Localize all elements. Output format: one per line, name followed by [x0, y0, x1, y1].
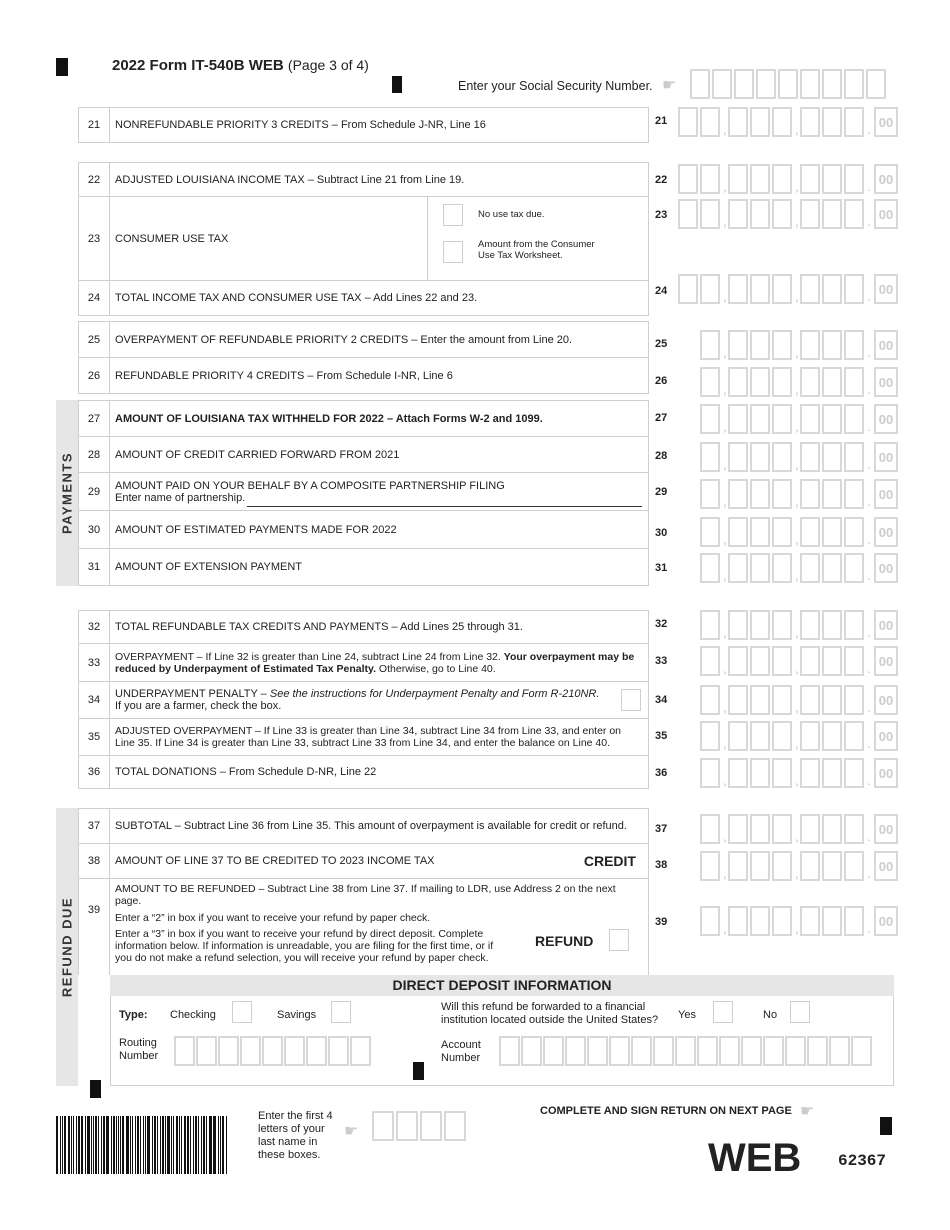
- foreign-yes-checkbox[interactable]: [713, 1001, 733, 1023]
- cents-box: 00: [874, 851, 898, 881]
- barcode-bar: [198, 1116, 199, 1174]
- line-26-amount-input[interactable]: , , . 00: [700, 367, 898, 397]
- registration-mark: [56, 58, 68, 76]
- line-text: TOTAL DONATIONS – From Schedule D-NR, Line 22: [115, 766, 377, 778]
- line-29-amount-input[interactable]: , , . 00: [700, 479, 898, 509]
- barcode-bar: [195, 1116, 197, 1174]
- barcode-bar: [171, 1116, 172, 1174]
- line-23-row: [78, 196, 649, 281]
- line-number: 23: [79, 197, 110, 280]
- no-use-tax-checkbox[interactable]: [443, 204, 463, 226]
- partnership-name-input[interactable]: [247, 506, 642, 507]
- barcode-bar: [116, 1116, 117, 1174]
- barcode-bar: [106, 1116, 109, 1174]
- line-number-right: 22: [655, 174, 668, 186]
- cents-box: 00: [874, 685, 898, 715]
- line-number-right: 30: [655, 527, 668, 539]
- web-label: WEB: [708, 1136, 802, 1180]
- cents-box: 00: [874, 721, 898, 751]
- line-number-right: 37: [655, 823, 668, 835]
- line-21-amount-input[interactable]: , , . 00: [678, 107, 898, 137]
- line-number: 34: [79, 682, 110, 718]
- barcode-bar: [209, 1116, 212, 1174]
- line-text: ADJUSTED LOUISIANA INCOME TAX – Subtract Line 21 from Line 19.: [115, 173, 465, 186]
- line-number-right: 27: [655, 412, 668, 424]
- line-number: 33: [79, 644, 110, 681]
- barcode-bar: [111, 1116, 112, 1174]
- cents-box: 00: [874, 479, 898, 509]
- line-32-amount-input[interactable]: , , . 00: [700, 610, 898, 640]
- barcode-bar: [122, 1116, 124, 1174]
- line-text: TOTAL INCOME TAX AND CONSUMER USE TAX – Add Lines 22 and 23.: [115, 292, 478, 304]
- line-number-right: 36: [655, 767, 668, 779]
- ssn-label: Enter your Social Security Number.: [458, 79, 653, 93]
- line-number-right: 28: [655, 450, 668, 462]
- barcode-bar: [145, 1116, 146, 1174]
- line-34-row: [78, 681, 649, 719]
- account-number-label: Account Number: [441, 1039, 481, 1064]
- barcode-bar: [184, 1116, 186, 1174]
- line-39-row: [78, 878, 649, 975]
- line-23-amount-input[interactable]: , , . 00: [678, 199, 898, 229]
- barcode-bar: [176, 1116, 178, 1174]
- cents-box: 00: [874, 164, 898, 194]
- line-number: 27: [79, 401, 110, 436]
- line-number: 32: [79, 611, 110, 643]
- barcode-bar: [103, 1116, 105, 1174]
- barcode-bar: [152, 1116, 153, 1174]
- checking-checkbox[interactable]: [232, 1001, 252, 1023]
- registration-mark: [90, 1080, 101, 1098]
- barcode-bar: [203, 1116, 205, 1174]
- barcode-bar: [213, 1116, 214, 1174]
- cents-box: 00: [874, 107, 898, 137]
- barcode-bar: [181, 1116, 182, 1174]
- cents-box: 00: [874, 553, 898, 583]
- line-21-row: [78, 107, 649, 143]
- line-text: CONSUMER USE TAX: [115, 232, 229, 245]
- barcode-bar: [56, 1116, 58, 1174]
- line-text: SUBTOTAL – Subtract Line 36 from Line 35. This amount of overpayment is available for credit or refund.: [115, 820, 627, 832]
- line-34-amount-input[interactable]: , , . 00: [700, 685, 898, 715]
- line-27-amount-input[interactable]: , , . 00: [700, 404, 898, 434]
- page-label: (Page 3 of 4): [287, 57, 369, 73]
- barcode-bar: [71, 1116, 72, 1174]
- barcode-bar: [179, 1116, 180, 1174]
- line-37-row: [78, 808, 649, 844]
- line-24-row: [78, 280, 649, 316]
- barcode: [56, 1116, 228, 1174]
- form-code: 62367: [838, 1152, 887, 1170]
- cents-box: 00: [874, 274, 898, 304]
- line-text: AMOUNT OF EXTENSION PAYMENT: [115, 561, 303, 573]
- barcode-bar: [226, 1116, 227, 1174]
- barcode-bar: [157, 1116, 158, 1174]
- line-26-row: [78, 357, 649, 394]
- line-text: AMOUNT TO BE REFUNDED – Subtract Line 38 from Line 37. If mailing to LDR, use Address 2 on the next page.: [115, 883, 616, 907]
- barcode-bar: [132, 1116, 133, 1174]
- cents-box: 00: [874, 442, 898, 472]
- line-33-amount-input[interactable]: , , . 00: [700, 646, 898, 676]
- barcode-bar: [187, 1116, 190, 1174]
- line-text: AMOUNT OF LINE 37 TO BE CREDITED TO 2023 INCOME TAX: [115, 855, 435, 867]
- line-22-row: [78, 162, 649, 197]
- barcode-bar: [193, 1116, 194, 1174]
- line-28-amount-input[interactable]: , , . 00: [700, 442, 898, 472]
- direct-deposit-heading: DIRECT DEPOSIT INFORMATION: [110, 975, 894, 996]
- line-number: 38: [79, 844, 110, 878]
- line-number-right: 34: [655, 694, 668, 706]
- line-39-amount-input[interactable]: , , . 00: [700, 906, 898, 936]
- line-number: 21: [79, 108, 110, 142]
- barcode-bar: [64, 1116, 66, 1174]
- barcode-bar: [87, 1116, 90, 1174]
- barcode-bar: [220, 1116, 221, 1174]
- cents-box: 00: [874, 610, 898, 640]
- barcode-bar: [135, 1116, 136, 1174]
- barcode-bar: [165, 1116, 166, 1174]
- barcode-bar: [62, 1116, 63, 1174]
- line-number: 36: [79, 756, 110, 788]
- line-number: 22: [79, 163, 110, 196]
- line-28-row: [78, 436, 649, 473]
- line-number-right: 24: [655, 285, 668, 297]
- barcode-bar: [154, 1116, 156, 1174]
- account-number-input[interactable]: [499, 1036, 873, 1066]
- barcode-bar: [78, 1116, 80, 1174]
- line-35-amount-input[interactable]: , , . 00: [700, 721, 898, 751]
- barcode-bar: [85, 1116, 86, 1174]
- line-text: TOTAL REFUNDABLE TAX CREDITS AND PAYMENTS – Add Lines 25 through 31.: [115, 621, 523, 633]
- type-label: Type:: [119, 1009, 148, 1021]
- line-37-amount-input[interactable]: , , . 00: [700, 814, 898, 844]
- line-number: 35: [79, 719, 110, 755]
- barcode-bar: [93, 1116, 94, 1174]
- cents-box: 00: [874, 814, 898, 844]
- barcode-bar: [126, 1116, 129, 1174]
- barcode-bar: [95, 1116, 97, 1174]
- savings-checkbox[interactable]: [331, 1001, 351, 1023]
- barcode-bar: [130, 1116, 131, 1174]
- line-number: 28: [79, 437, 110, 472]
- barcode-bar: [76, 1116, 77, 1174]
- line-36-row: [78, 755, 649, 789]
- line-30-amount-input[interactable]: , , . 00: [700, 517, 898, 547]
- barcode-bar: [120, 1116, 121, 1174]
- pointing-hand-icon: ☛: [800, 1103, 815, 1120]
- barcode-bar: [190, 1116, 191, 1174]
- line-number-right: 26: [655, 375, 668, 387]
- barcode-bar: [222, 1116, 224, 1174]
- savings-label: Savings: [277, 1009, 317, 1021]
- refund-instructions: Enter a “2” in box if you want to receive your refund by paper check. Enter a “3” in box if you want to receive your refund by direct deposit. Complete information below. If information is unreadable, you are filing for the first time, or if you do not make a refund selection, you will receive your refund by paper check.: [115, 912, 494, 964]
- barcode-bar: [218, 1116, 219, 1174]
- line-number-right: 39: [655, 916, 668, 928]
- cents-box: 00: [874, 404, 898, 434]
- last-name-instructions: Enter the first 4 letters of your last name in these boxes.: [258, 1110, 333, 1161]
- line-35-row: [78, 718, 649, 756]
- barcode-bar: [113, 1116, 115, 1174]
- line-24-amount-input[interactable]: , , . 00: [678, 274, 898, 304]
- barcode-bar: [118, 1116, 119, 1174]
- barcode-bar: [60, 1116, 61, 1174]
- foreign-no-checkbox[interactable]: [790, 1001, 810, 1023]
- registration-mark: [392, 76, 402, 93]
- barcode-bar: [98, 1116, 99, 1174]
- cents-box: 00: [874, 330, 898, 360]
- line-number-right: 25: [655, 338, 668, 350]
- line-number-right: 32: [655, 618, 668, 630]
- line-30-row: [78, 510, 649, 549]
- line-25-amount-input[interactable]: , , . 00: [700, 330, 898, 360]
- complete-sign-note: COMPLETE AND SIGN RETURN ON NEXT PAGE: [540, 1105, 792, 1117]
- line-text: AMOUNT OF LOUISIANA TAX WITHHELD FOR 2022 – Attach Forms W-2 and 1099.: [115, 412, 543, 425]
- barcode-bar: [162, 1116, 164, 1174]
- refund-method-box[interactable]: [609, 929, 629, 951]
- line-number-right: 23: [655, 209, 668, 221]
- barcode-bar: [206, 1116, 207, 1174]
- line-text: UNDERPAYMENT PENALTY – See the instructions for Underpayment Penalty and Form R-210NR. If you are a farmer, check the box.: [115, 688, 600, 712]
- line-number-right: 21: [655, 115, 668, 127]
- barcode-bar: [137, 1116, 139, 1174]
- barcode-bar: [201, 1116, 202, 1174]
- farmer-checkbox[interactable]: [621, 689, 641, 711]
- barcode-bar: [73, 1116, 74, 1174]
- line-number-right: 33: [655, 655, 668, 667]
- cents-box: 00: [874, 367, 898, 397]
- routing-number-input[interactable]: [174, 1036, 372, 1066]
- barcode-bar: [147, 1116, 150, 1174]
- yes-label: Yes: [678, 1009, 696, 1021]
- barcode-bar: [81, 1116, 83, 1174]
- cents-box: 00: [874, 199, 898, 229]
- foreign-question: Will this refund be forwarded to a financial institution located outside the United States?: [441, 1001, 659, 1026]
- barcode-bar: [160, 1116, 161, 1174]
- use-tax-worksheet-label: Amount from the Consumer Use Tax Worksheet.: [478, 239, 595, 261]
- no-use-tax-label: No use tax due.: [478, 209, 545, 220]
- use-tax-worksheet-checkbox[interactable]: [443, 241, 463, 263]
- barcode-bar: [68, 1116, 71, 1174]
- pointing-hand-icon: ☛: [662, 77, 677, 94]
- checking-label: Checking: [170, 1009, 216, 1021]
- line-38-amount-input[interactable]: , , . 00: [700, 851, 898, 881]
- line-number-right: 29: [655, 486, 668, 498]
- line-number-right: 38: [655, 859, 668, 871]
- barcode-bar: [101, 1116, 102, 1174]
- cents-box: 00: [874, 906, 898, 936]
- no-label: No: [763, 1009, 778, 1021]
- line-31-row: [78, 548, 649, 586]
- barcode-bar: [140, 1116, 142, 1174]
- line-number-right: 31: [655, 562, 668, 574]
- line-text: NONREFUNDABLE PRIORITY 3 CREDITS – From Schedule J-NR, Line 16: [115, 119, 486, 131]
- refund-due-sidebar: REFUND DUE: [56, 808, 78, 1086]
- line-38-row: [78, 843, 649, 879]
- line-text: OVERPAYMENT OF REFUNDABLE PRIORITY 2 CREDITS – Enter the amount from Line 20.: [115, 333, 573, 346]
- line-29-row: [78, 472, 649, 511]
- line-number: 26: [79, 358, 110, 393]
- ssn-input[interactable]: [690, 69, 886, 99]
- routing-number-label: Routing Number: [119, 1037, 159, 1062]
- payments-sidebar: PAYMENTS: [56, 400, 78, 586]
- line-text: AMOUNT OF CREDIT CARRIED FORWARD FROM 2021: [115, 448, 400, 461]
- pointing-hand-icon: ☛: [344, 1123, 359, 1140]
- line-text: ADJUSTED OVERPAYMENT – If Line 33 is greater than Line 34, subtract Line 34 from Line 33, and enter on Line 35. If Line 34 is greater than Line 33, subtract Line 33 from Line 34, and enter the balance on Line 40.: [115, 725, 622, 749]
- line-25-row: [78, 321, 649, 358]
- line-number: 30: [79, 511, 110, 548]
- barcode-bar: [214, 1116, 216, 1174]
- cents-box: 00: [874, 758, 898, 788]
- credit-label: CREDIT: [583, 853, 636, 869]
- line-22-amount-input[interactable]: , , . 00: [678, 164, 898, 194]
- line-number: 31: [79, 549, 110, 585]
- registration-mark: [880, 1117, 892, 1135]
- line-33-row: [78, 643, 649, 682]
- barcode-bar: [91, 1116, 92, 1174]
- line-text: REFUNDABLE PRIORITY 4 CREDITS – From Schedule I-NR, Line 6: [115, 369, 453, 382]
- line-number: 25: [79, 322, 110, 357]
- barcode-bar: [173, 1116, 174, 1174]
- line-36-amount-input[interactable]: , , . 00: [700, 758, 898, 788]
- line-text: OVERPAYMENT – If Line 32 is greater than Line 24, subtract Line 24 from Line 32. Your overpayment may be reduced by Underpayment of Estimated Tax Penalty. Otherwise, go to Line 40.: [115, 650, 635, 675]
- line-32-row: [78, 610, 649, 644]
- line-31-amount-input[interactable]: , , . 00: [700, 553, 898, 583]
- line-number: 24: [79, 281, 110, 315]
- cents-box: 00: [874, 517, 898, 547]
- barcode-bar: [167, 1116, 170, 1174]
- refund-label: REFUND: [535, 933, 594, 949]
- cents-box: 00: [874, 646, 898, 676]
- line-number-right: 35: [655, 730, 668, 742]
- line-text: AMOUNT OF ESTIMATED PAYMENTS MADE FOR 2022: [115, 523, 397, 536]
- line-number: 39: [79, 879, 110, 975]
- line-number: 29: [79, 473, 110, 510]
- barcode-bar: [143, 1116, 144, 1174]
- line-27-row: [78, 400, 649, 437]
- line-number: 37: [79, 809, 110, 843]
- form-title: 2022 Form IT-540B WEB (Page 3 of 4): [112, 57, 369, 74]
- direct-deposit-section: [110, 996, 894, 1086]
- last-name-input[interactable]: [372, 1111, 466, 1141]
- line-text: AMOUNT PAID ON YOUR BEHALF BY A COMPOSITE PARTNERSHIP FILING Enter name of partnership.: [115, 479, 505, 504]
